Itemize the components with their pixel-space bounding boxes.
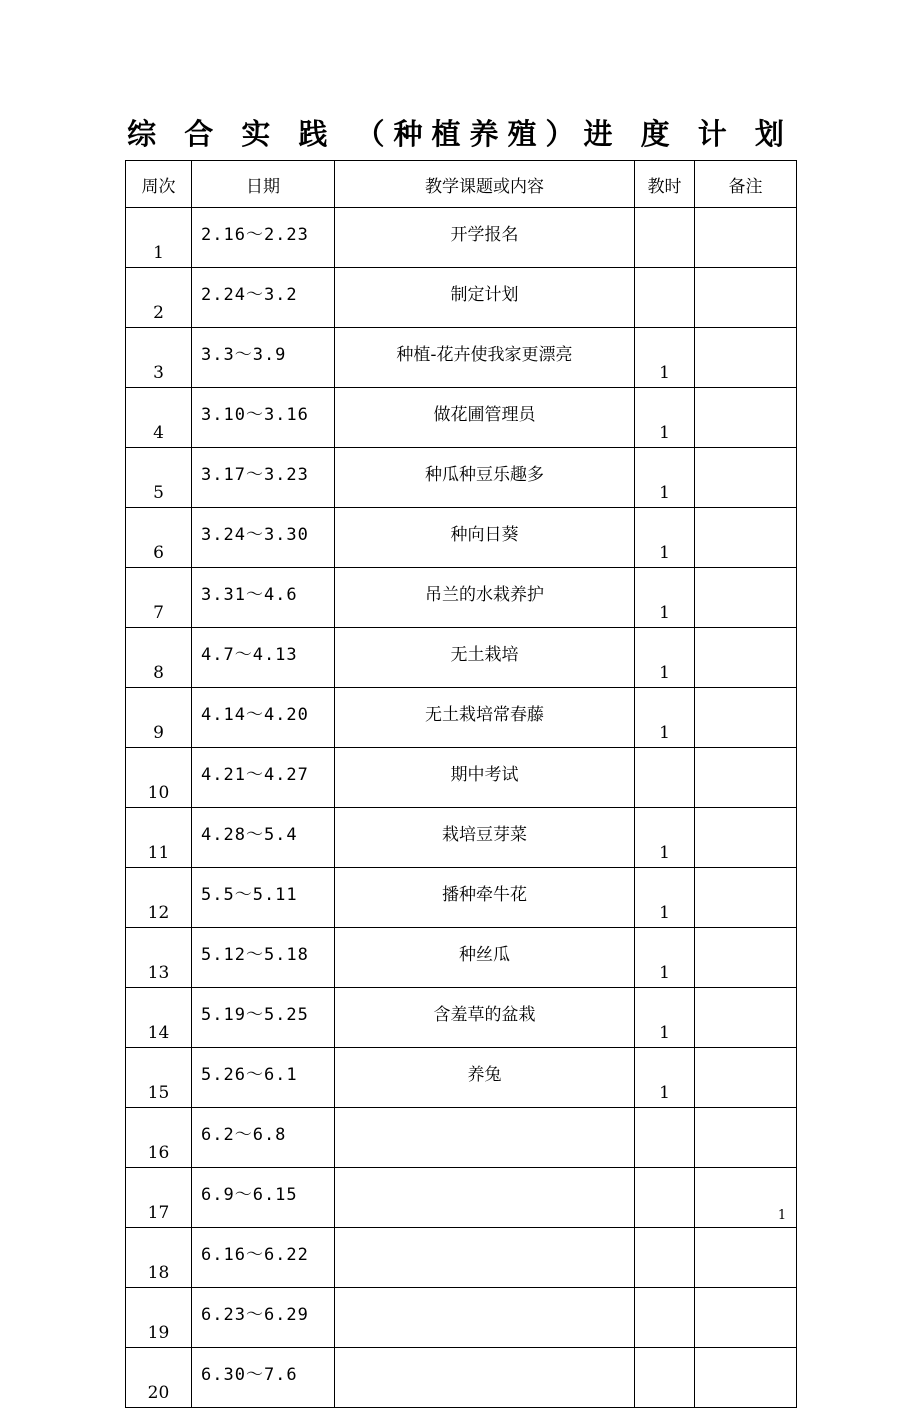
date-cell: 5.12～5.18 xyxy=(192,928,335,988)
table-row xyxy=(126,1048,797,1108)
date-cell: 2.24～3.2 xyxy=(192,268,335,328)
topic-cell: 种植-花卉使我家更漂亮 xyxy=(335,328,635,388)
header-hours: 教时 xyxy=(635,161,695,208)
notes-cell xyxy=(695,1348,797,1408)
hours-cell xyxy=(635,208,695,268)
table-row xyxy=(126,928,797,988)
date-cell: 4.21～4.27 xyxy=(192,748,335,808)
table-row xyxy=(126,748,797,808)
hours-cell xyxy=(635,748,695,808)
topic-cell: 含羞草的盆栽 xyxy=(335,988,635,1048)
header-notes: 备注 xyxy=(695,161,797,208)
table-row xyxy=(126,268,797,328)
week-cell: 17 xyxy=(126,1168,192,1228)
notes-cell xyxy=(695,628,797,688)
date-cell: 6.2～6.8 xyxy=(192,1108,335,1168)
notes-cell xyxy=(695,388,797,448)
hours-cell xyxy=(635,1348,695,1408)
hours-cell: 1 xyxy=(635,808,695,868)
table-row xyxy=(126,448,797,508)
notes-cell xyxy=(695,1228,797,1288)
date-cell: 6.23～6.29 xyxy=(192,1288,335,1348)
topic-cell xyxy=(335,1348,635,1408)
topic-cell: 期中考试 xyxy=(335,748,635,808)
notes-cell xyxy=(695,808,797,868)
week-cell: 12 xyxy=(126,868,192,928)
date-cell: 4.7～4.13 xyxy=(192,628,335,688)
notes-cell xyxy=(695,328,797,388)
notes-cell xyxy=(695,1048,797,1108)
table-row xyxy=(126,508,797,568)
topic-cell: 无土栽培 xyxy=(335,628,635,688)
hours-cell: 1 xyxy=(635,688,695,748)
hours-cell: 1 xyxy=(635,388,695,448)
hours-cell: 1 xyxy=(635,628,695,688)
date-cell: 4.28～5.4 xyxy=(192,808,335,868)
hours-cell xyxy=(635,1168,695,1228)
header-row xyxy=(126,161,797,208)
topic-cell: 养兔 xyxy=(335,1048,635,1108)
notes-cell xyxy=(695,268,797,328)
notes-cell xyxy=(695,1108,797,1168)
date-cell: 2.16～2.23 xyxy=(192,208,335,268)
week-cell: 9 xyxy=(126,688,192,748)
table-row xyxy=(126,808,797,868)
document-title: 综 合 实 践 （种植养殖）进 度 计 划 xyxy=(127,117,793,151)
schedule-table xyxy=(125,160,797,1408)
notes-cell xyxy=(695,508,797,568)
hours-cell: 1 xyxy=(635,1048,695,1108)
table-row xyxy=(126,1288,797,1348)
table-row xyxy=(126,628,797,688)
date-cell: 6.16～6.22 xyxy=(192,1228,335,1288)
week-cell: 6 xyxy=(126,508,192,568)
table-row xyxy=(126,208,797,268)
topic-cell: 做花圃管理员 xyxy=(335,388,635,448)
date-cell: 5.19～5.25 xyxy=(192,988,335,1048)
hours-cell: 1 xyxy=(635,508,695,568)
week-cell: 3 xyxy=(126,328,192,388)
notes-cell xyxy=(695,988,797,1048)
notes-cell xyxy=(695,448,797,508)
hours-cell: 1 xyxy=(635,868,695,928)
table-row xyxy=(126,388,797,448)
hours-cell xyxy=(635,268,695,328)
week-cell: 7 xyxy=(126,568,192,628)
date-cell: 3.31～4.6 xyxy=(192,568,335,628)
week-cell: 18 xyxy=(126,1228,192,1288)
date-cell: 6.9～6.15 xyxy=(192,1168,335,1228)
date-cell: 3.24～3.30 xyxy=(192,508,335,568)
week-cell: 11 xyxy=(126,808,192,868)
hours-cell: 1 xyxy=(635,568,695,628)
week-cell: 20 xyxy=(126,1348,192,1408)
table-row xyxy=(126,1228,797,1288)
header-topic: 教学课题或内容 xyxy=(335,161,635,208)
date-cell: 3.17～3.23 xyxy=(192,448,335,508)
topic-cell: 播种牵牛花 xyxy=(335,868,635,928)
date-cell: 5.26～6.1 xyxy=(192,1048,335,1108)
topic-cell xyxy=(335,1108,635,1168)
page-number: 1 xyxy=(777,1208,787,1223)
notes-cell xyxy=(695,868,797,928)
table-row xyxy=(126,1348,797,1408)
week-cell: 8 xyxy=(126,628,192,688)
notes-cell xyxy=(695,568,797,628)
notes-cell xyxy=(695,1288,797,1348)
table-row xyxy=(126,988,797,1048)
schedule-table-header xyxy=(126,161,797,208)
date-cell: 3.10～3.16 xyxy=(192,388,335,448)
hours-cell xyxy=(635,1288,695,1348)
notes-cell xyxy=(695,688,797,748)
week-cell: 10 xyxy=(126,748,192,808)
week-cell: 2 xyxy=(126,268,192,328)
hours-cell: 1 xyxy=(635,328,695,388)
topic-cell: 无土栽培常春藤 xyxy=(335,688,635,748)
table-row xyxy=(126,328,797,388)
table-row xyxy=(126,1108,797,1168)
date-cell: 5.5～5.11 xyxy=(192,868,335,928)
topic-cell xyxy=(335,1228,635,1288)
topic-cell: 种瓜种豆乐趣多 xyxy=(335,448,635,508)
week-cell: 5 xyxy=(126,448,192,508)
topic-cell: 栽培豆芽菜 xyxy=(335,808,635,868)
hours-cell: 1 xyxy=(635,928,695,988)
hours-cell xyxy=(635,1108,695,1168)
table-row xyxy=(126,1168,797,1228)
week-cell: 16 xyxy=(126,1108,192,1168)
week-cell: 15 xyxy=(126,1048,192,1108)
week-cell: 19 xyxy=(126,1288,192,1348)
schedule-table-body xyxy=(126,208,797,1408)
date-cell: 3.3～3.9 xyxy=(192,328,335,388)
topic-cell: 种向日葵 xyxy=(335,508,635,568)
date-cell: 4.14～4.20 xyxy=(192,688,335,748)
notes-cell xyxy=(695,928,797,988)
week-cell: 1 xyxy=(126,208,192,268)
topic-cell: 吊兰的水栽养护 xyxy=(335,568,635,628)
header-week: 周次 xyxy=(126,161,192,208)
table-row xyxy=(126,568,797,628)
topic-cell xyxy=(335,1288,635,1348)
hours-cell: 1 xyxy=(635,988,695,1048)
topic-cell xyxy=(335,1168,635,1228)
topic-cell: 种丝瓜 xyxy=(335,928,635,988)
topic-cell: 制定计划 xyxy=(335,268,635,328)
table-row xyxy=(126,868,797,928)
header-date: 日期 xyxy=(192,161,335,208)
notes-cell xyxy=(695,208,797,268)
table-row xyxy=(126,688,797,748)
hours-cell xyxy=(635,1228,695,1288)
hours-cell: 1 xyxy=(635,448,695,508)
date-cell: 6.30～7.6 xyxy=(192,1348,335,1408)
week-cell: 4 xyxy=(126,388,192,448)
week-cell: 14 xyxy=(126,988,192,1048)
week-cell: 13 xyxy=(126,928,192,988)
notes-cell xyxy=(695,748,797,808)
topic-cell: 开学报名 xyxy=(335,208,635,268)
